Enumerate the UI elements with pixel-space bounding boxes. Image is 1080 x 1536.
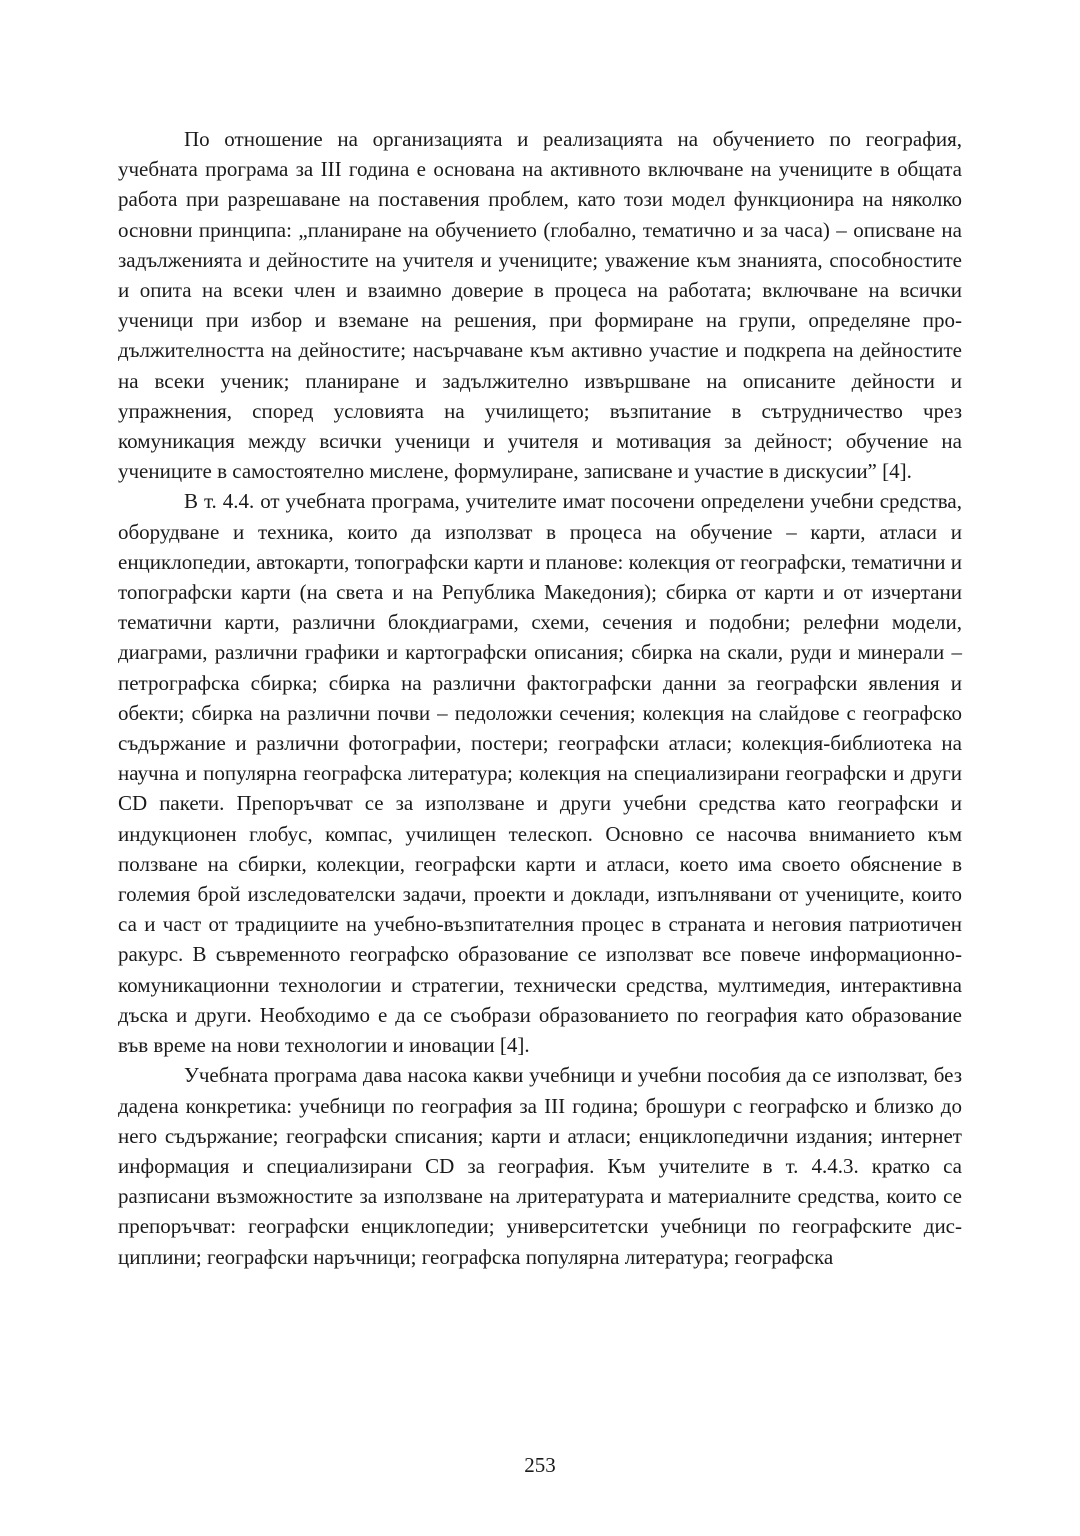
page-body	[118, 124, 962, 1272]
page-number: 253	[524, 1453, 556, 1477]
paragraph-3: Учебната програма дава насока какви учебници и учебни пособия да се използват, без дадена конкретика: учебници по география за III година; брошури с географско и близко до него съдържание; географски списания; карти и атласи; енциклопедични издания; интернет информация и специализирани CD за география. Към учителите в т. 4.4.3. кратко са разписани възможностите за използване на лритературата и материалните средства, които се препоръчват: географски енциклопедии; университетски учебници по географските дисциплини; географски наръчници; географска популярна литература; географска	[118, 1063, 962, 1269]
paragraph-1: По отношение на организацията и реализацията на обучението по география, учебната програма за III година е основана на активното включване на учениците в общата работа при разрешаване на поставения проблем, като този модел функционира на няколко основни принципа: „планиране на обучението (глобално, тематично и за часа) – описване на задълженията и дейностите на учителя и учениците; уважение към знанията, способностите и опита на всеки член и взаимно доверие в процеса на работата; включване на всички ученици при избор и вземане на решения, при формиране на групи, определяне продължителността на дейностите; насърчаване към активно участие и подкрепа на дейностите на всеки ученик; планиране и задължително извършване на описаните дейности и упражнения, според условията на училището; възпитание в сътрудничество чрез комуникация между всички ученици и учителя и мотивация за дейност; обучение на учениците в самостоятелно мислене, формулиране, записване и участие в дискусии” [4].	[118, 127, 962, 484]
paragraph-2: В т. 4.4. от учебната програма, учителите имат посочени определени учебни средства, оборудване и техника, които да използват в процеса на обучение – карти, атласи и енциклопедии, автокарти, топографски карти и планове: колекция от географски, тематични и топографски карти (на света и на Република Македония); сбирка от карти и от изчертани тематични карти, различни блокдиаграми, схеми, сечения и подобни; релефни модели, диаграми, различни графики и картографски описания; сбирка на скали, руди и минерали – петрографска сбирка; сбирка на различни фактографски данни за географски явления и обекти; сбирка на различни почви – педоложки сечения; колекция на слайдове с географско съдържание и различни фотографии, постери; географски атласи; колекция-библиотека на научна и популярна географска литература; колекция на специализирани географски и други CD пакети. Препоръчват се за използване и други учебни средства като географски и индукционен глобус, компас, училищен телескоп. Основно се насочва вниманието към ползване на сбирки, колекции, географски карти и атласи, което има своето обяснение в големия брой изследователски задачи, проекти и доклади, изпълнявани от учениците, които са и част от традициите на учебно-възпитателния процес в страната и неговия патриотичен ракурс. В съвременното географско образование се използват все повече информационно-комуникационни технологии и стратегии, технически средства, мултимедия, интерактивна дъска и други. Необходимо е да се съобрази образованието по география като образование във време на нови технологии и иновации [4].	[118, 489, 962, 1058]
